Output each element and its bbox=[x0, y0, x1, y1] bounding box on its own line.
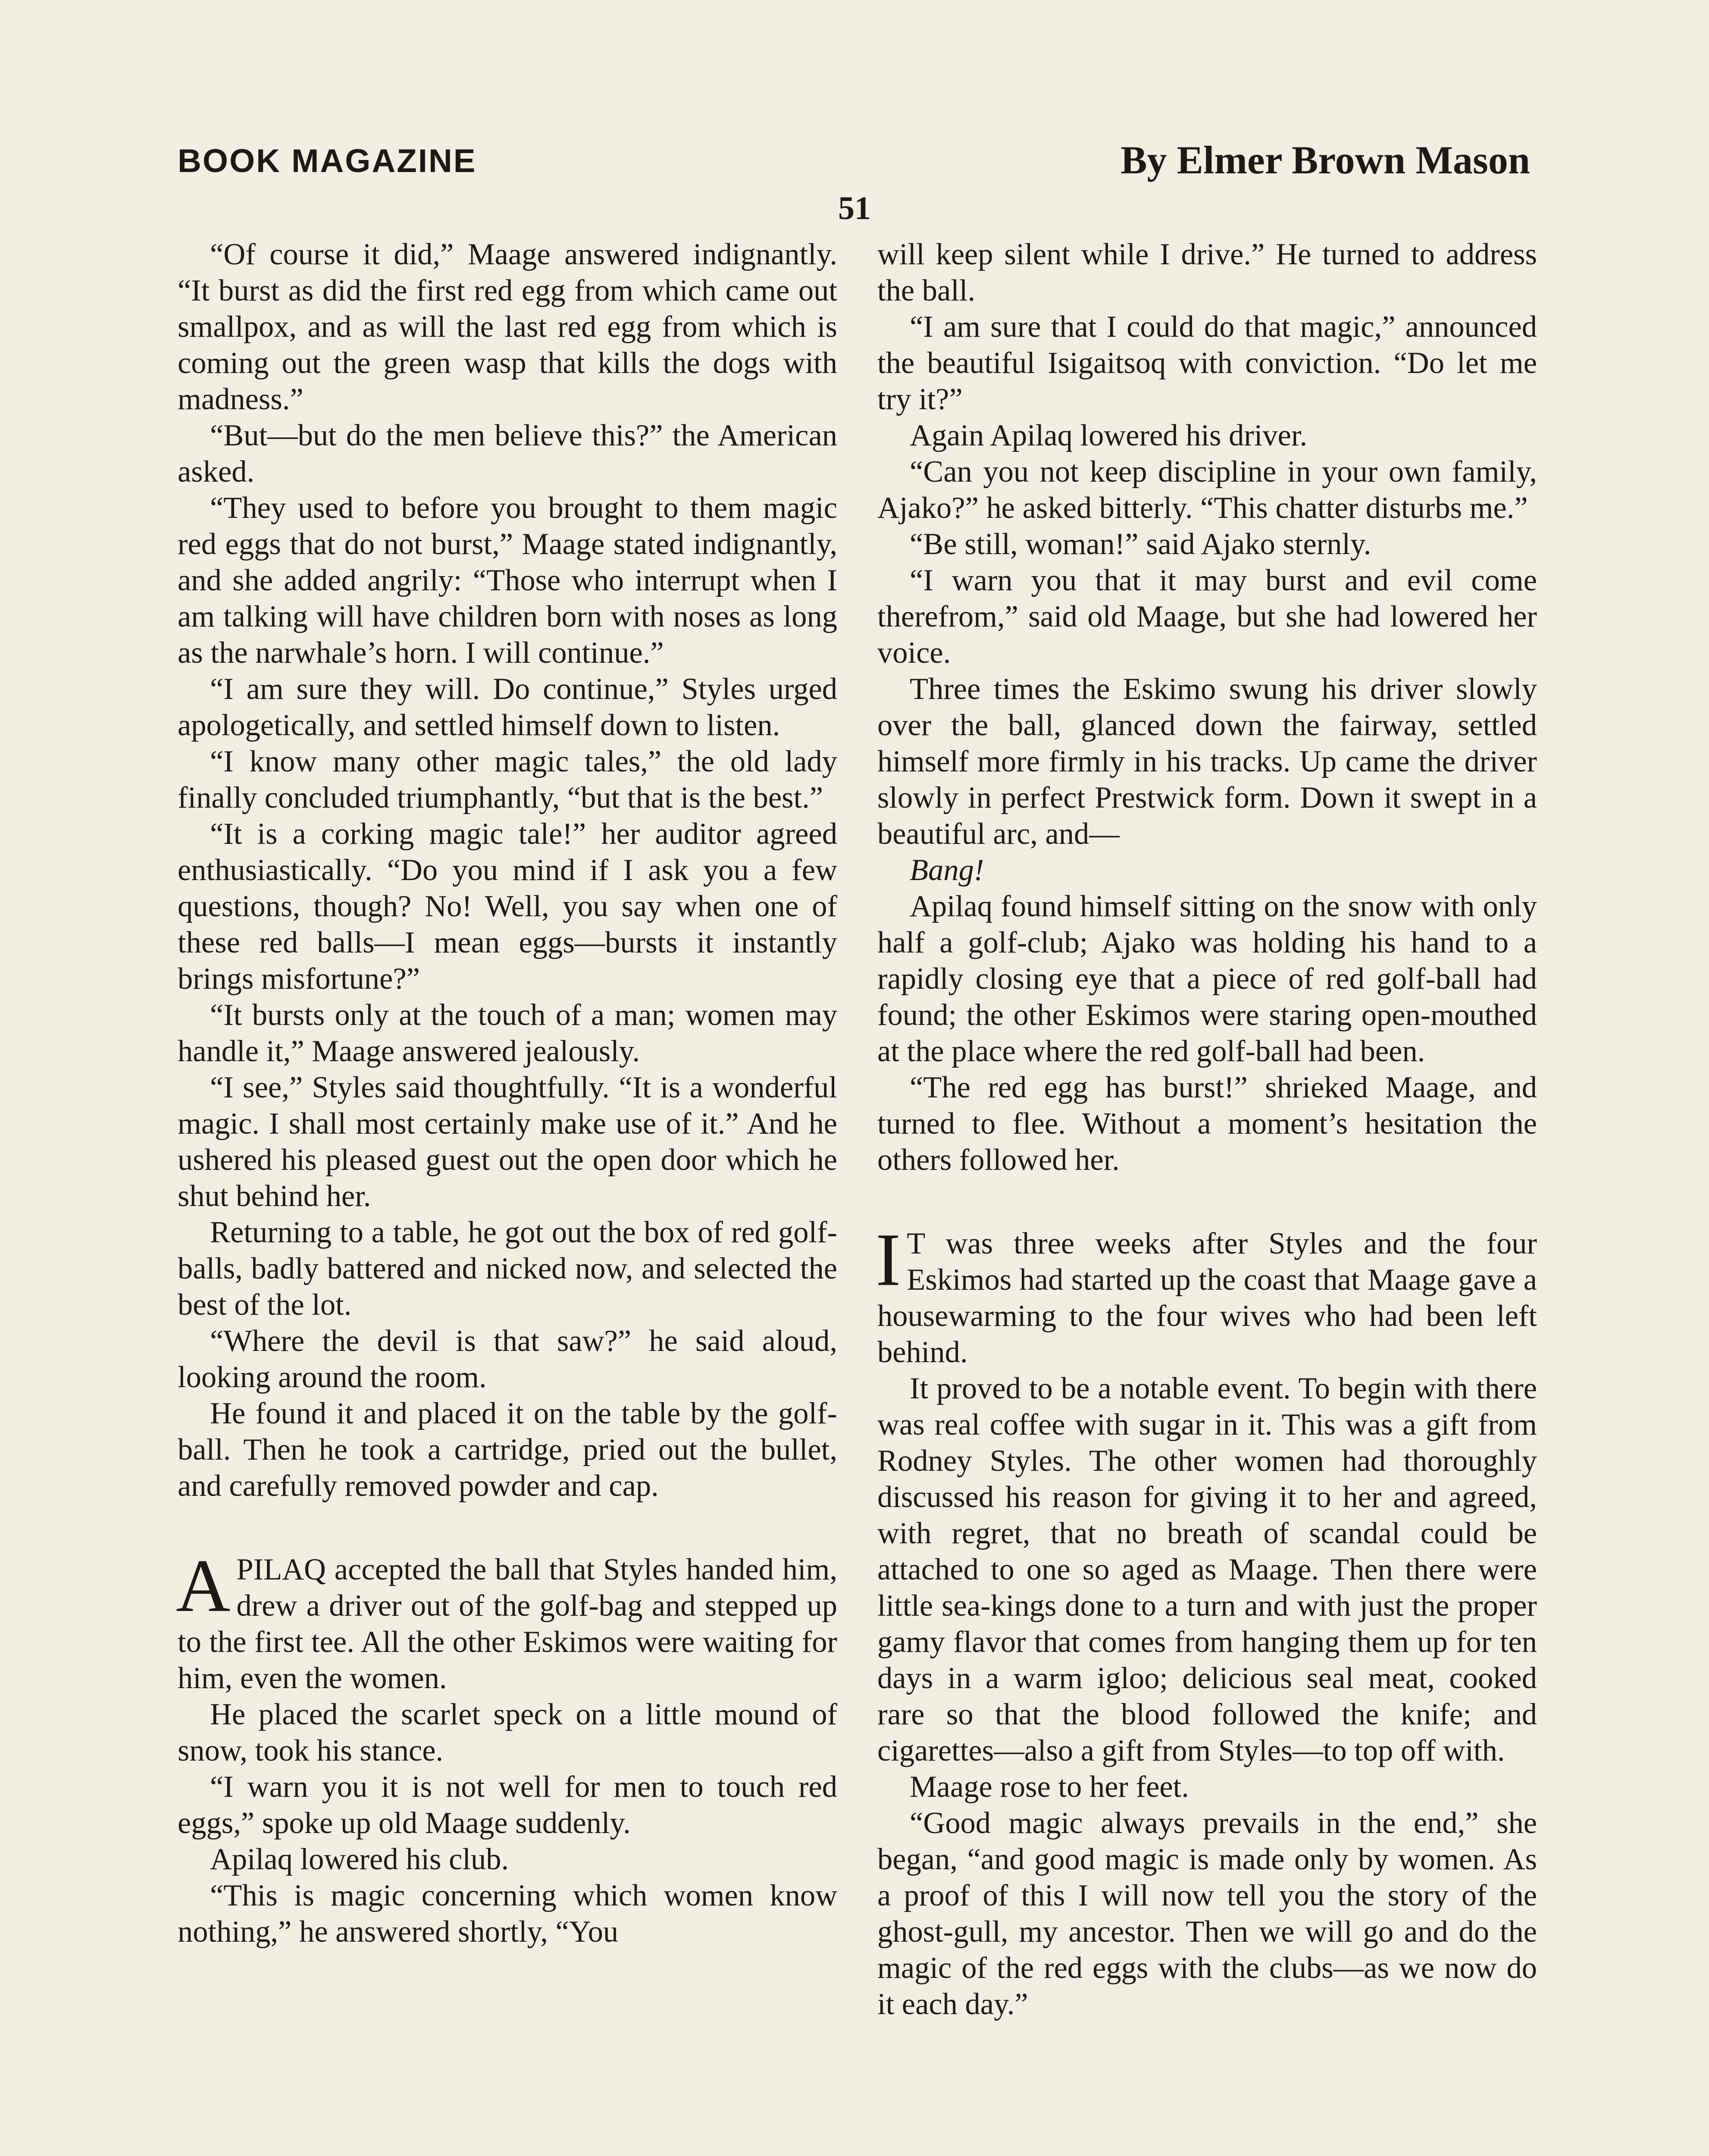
paragraph: He placed the scarlet speck on a little mound of snow, took his stance. bbox=[178, 1698, 837, 1767]
section-opening-text: PILAQ accepted the ball that Styles handed him, drew a driver out of the golf-bag and stepped up to the first tee. All the other Eskimos were waiting for him, even the women. bbox=[178, 1553, 837, 1695]
exclamation-bang: Bang! bbox=[910, 853, 984, 887]
left-column bbox=[178, 236, 837, 1950]
paragraph: Returning to a table, he got out the box of red golf-balls, badly battered and nicked now, and selected the best of the lot. bbox=[178, 1216, 837, 1322]
paragraph: “This is magic concerning which women know nothing,” he answered shortly, “You bbox=[178, 1879, 837, 1949]
right-column bbox=[877, 236, 1537, 2022]
paragraph: Apilaq lowered his club. bbox=[210, 1843, 509, 1876]
paragraph: He found it and placed it on the table by the golf-ball. Then he took a cartridge, pried out the bullet, and carefully removed powder and cap. bbox=[178, 1397, 837, 1503]
paragraph: “Can you not keep discipline in your own family, Ajako?” he asked bitterly. “This chatter disturbs me.” bbox=[877, 455, 1537, 525]
drop-cap: I bbox=[876, 1218, 901, 1301]
paragraph: “I know many other magic tales,” the old lady finally concluded triumphantly, “but that is the best.” bbox=[178, 745, 837, 815]
paragraph: “The red egg has burst!” shrieked Maage, and turned to flee. Without a moment’s hesitation the others followed her. bbox=[877, 1071, 1537, 1177]
paragraph: “I am sure they will. Do continue,” Styles urged apologetically, and settled himself down to listen. bbox=[178, 672, 837, 742]
paragraph: Maage rose to her feet. bbox=[910, 1770, 1189, 1804]
drop-cap: A bbox=[176, 1544, 231, 1627]
paragraph: “I am sure that I could do that magic,” announced the beautiful Isigaitsoq with conviction. “Do let me try it?” bbox=[877, 310, 1537, 416]
paragraph: “I see,” Styles said thoughtfully. “It is a wonderful magic. I shall most certainly make use of it.” And he ushered his pleased guest out the open door which he shut behind her. bbox=[178, 1071, 837, 1213]
paragraph: “But—but do the men believe this?” the American asked. bbox=[178, 419, 837, 489]
paragraph: “They used to before you brought to them magic red eggs that do not burst,” Maage stated indignantly, and she added angrily: “Those who interrupt when I am talking will have children born with noses as long as the narwhale’s horn. I will continue.” bbox=[178, 491, 837, 670]
paragraph: “It bursts only at the touch of a man; women may handle it,” Maage answered jealously. bbox=[178, 998, 837, 1068]
page-number: 51 bbox=[838, 190, 871, 226]
paragraph: Apilaq found himself sitting on the snow with only half a golf-club; Ajako was holding his hand to a rapidly closing eye that a piece of red golf-ball had found; the other Eskimos were staring open-mouthed at the place where the red golf-ball had been. bbox=[877, 890, 1537, 1068]
paragraph: “I warn you that it may burst and evil come therefrom,” said old Maage, but she had lowered her voice. bbox=[877, 564, 1537, 670]
paragraph: “I warn you it is not well for men to touch red eggs,” spoke up old Maage suddenly. bbox=[178, 1770, 837, 1840]
paragraph: “Good magic always prevails in the end,” she began, “and good magic is made only by women. As a proof of this I will now tell you the story of the ghost-gull, my ancestor. Then we will go and do the magic of the red eggs with the clubs—as we now do it each day.” bbox=[877, 1806, 1537, 2021]
paragraph: Three times the Eskimo swung his driver slowly over the ball, glanced down the fairway, settled himself more firmly in his tracks. Up came the driver slowly in perfect Prestwick form. Down it swept in a beautiful arc, and— bbox=[877, 672, 1537, 851]
section-opening-paragraph bbox=[176, 1544, 837, 1696]
paragraph: “Of course it did,” Maage answered indignantly. “It burst as did the first red egg from which came out smallpox, and as will the last red egg from which is coming out the green wasp that kills the dogs with madness.” bbox=[178, 238, 837, 416]
section-opening-paragraph bbox=[876, 1218, 1537, 1370]
paragraph: “Where the devil is that saw?” he said aloud, looking around the room. bbox=[178, 1324, 837, 1394]
continued-paragraph: will keep silent while I drive.” He turned to address the ball. bbox=[877, 238, 1537, 307]
author-byline: By Elmer Brown Mason bbox=[1121, 138, 1530, 182]
paragraph: “It is a corking magic tale!” her auditor agreed enthusiastically. “Do you mind if I ask you a few questions, though? No! Well, you say when one of these red balls—I mean eggs—bursts it instantly brings misfortune?” bbox=[178, 817, 837, 996]
section-opening-text: T was three weeks after Styles and the four Eskimos had started up the coast that Maage gave a housewarming to the four wives who had been left behind. bbox=[877, 1227, 1537, 1369]
paragraph: “Be still, woman!” said Ajako sternly. bbox=[910, 527, 1371, 561]
paragraph: It proved to be a notable event. To begin with there was real coffee with sugar in it. This was a gift from Rodney Styles. The other women had thoroughly discussed his reason for giving it to her and agreed, with regret, that no breath of scandal could be attached to one so aged as Maage. Then there were little sea-kings done to a turn and with just the proper gamy flavor that comes from hanging them up for ten days in a warm igloo; delicious seal meat, cooked rare so that the blood followed the knife; and cigarettes—also a gift from Styles—to top off with. bbox=[877, 1372, 1537, 1767]
publication-title: BOOK MAGAZINE bbox=[178, 143, 477, 179]
paragraph: Again Apilaq lowered his driver. bbox=[910, 419, 1308, 452]
